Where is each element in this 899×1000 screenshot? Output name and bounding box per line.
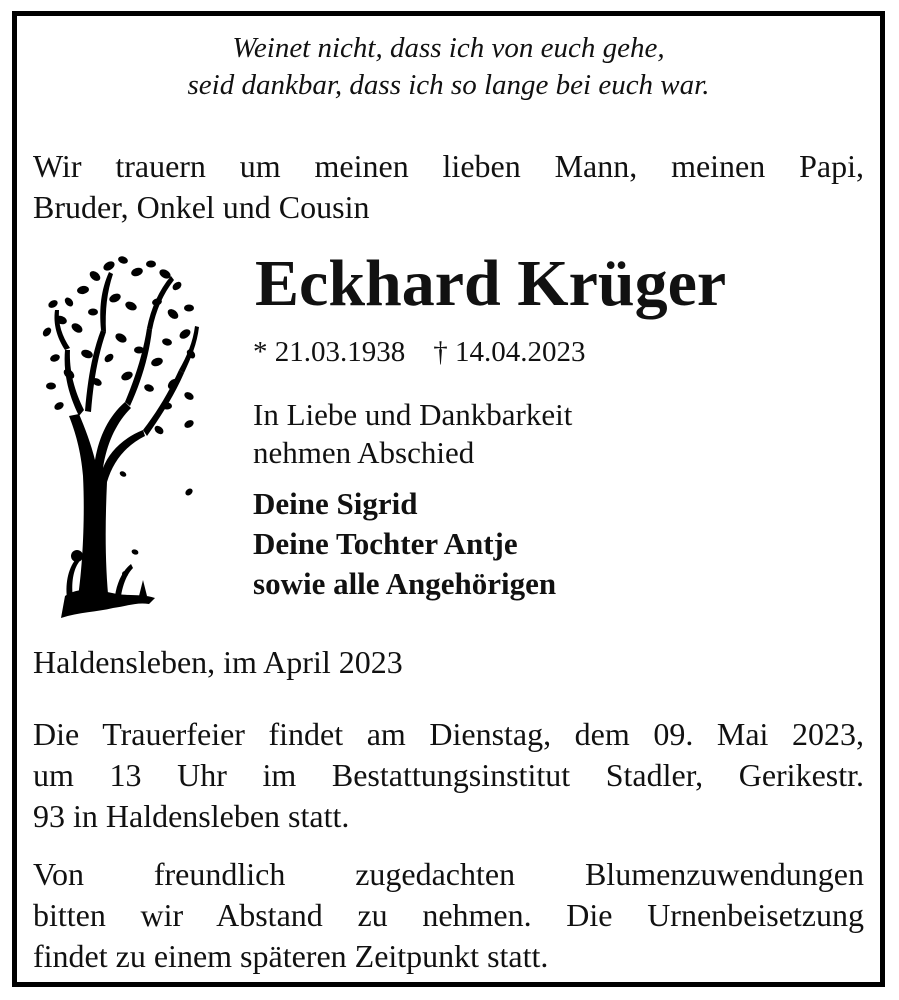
intro-line-1: Wir trauern um meinen lieben Mann, meinen Papi, [33,148,864,184]
death-date: † 14.04.2023 [433,336,586,368]
place-date: Haldensleben, im April 2023 [33,644,403,680]
mourner: sowie alle Angehörigen [253,566,557,601]
funeral-line-3: 93 in Haldensleben statt. [33,798,350,834]
life-dates [253,334,586,370]
quote-line-1: Weinet nicht, dass ich von euch gehe, [232,32,665,64]
obituary-frame [12,11,885,987]
flowers-line-2: bitten wir Abstand zu nehmen. Die Urnenbeisetzung [33,897,864,933]
funeral-notice [33,714,864,837]
flowers-line-1: Von freundlich zugedachten Blumenzuwendungen [33,856,864,892]
flowers-line-3: findet zu einem späteren Zeitpunkt statt. [33,938,549,974]
farewell-line-1: In Liebe und Dankbarkeit [253,397,573,432]
farewell-line-2: nehmen Abschied [253,435,475,470]
funeral-line-1: Die Trauerfeier findet am Dienstag, dem 09. Mai 2023, [33,716,864,752]
mourners-list [253,484,556,604]
memorial-quote [17,30,880,104]
deceased-name: Eckhard Krüger [255,247,727,320]
quote-line-2: seid dankbar, dass ich so lange bei euch war. [187,69,710,101]
funeral-line-2: um 13 Uhr im Bestattungsinstitut Stadler, Gerikestr. [33,757,864,793]
mourner: Deine Tochter Antje [253,526,518,561]
tree-icon [39,246,199,618]
intro-line-2: Bruder, Onkel und Cousin [33,189,370,225]
birth-date: * 21.03.1938 [253,336,406,368]
farewell-text [253,396,572,472]
mourner: Deine Sigrid [253,486,418,521]
mourning-intro [33,146,864,228]
flowers-notice [33,854,864,977]
